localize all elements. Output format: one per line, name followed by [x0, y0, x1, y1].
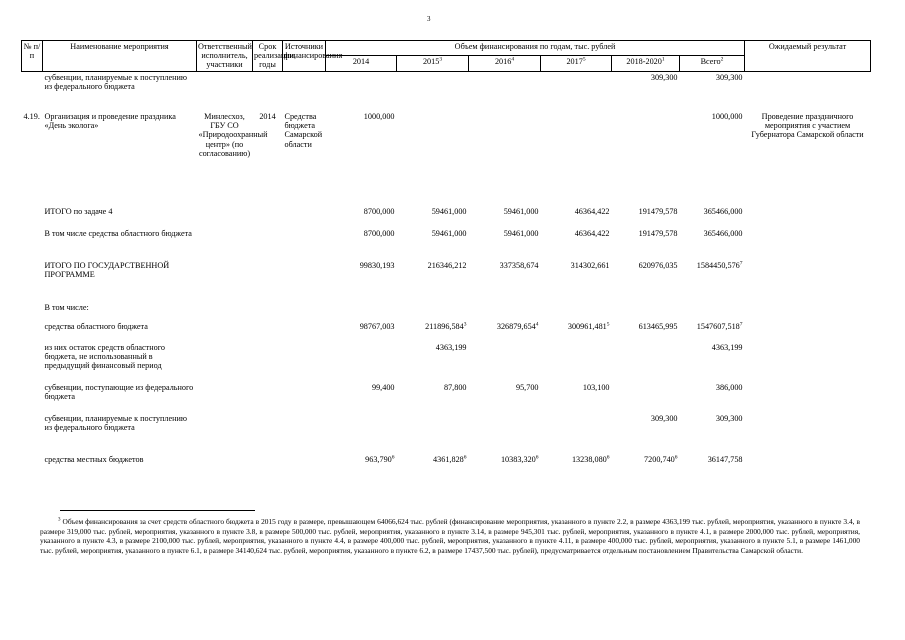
cell-2015: 4363,199 [435, 343, 467, 353]
cell-name: средства местных бюджетов [44, 455, 144, 465]
cell-result [745, 454, 871, 476]
cell-2018-2020 [612, 342, 680, 382]
cell-result [745, 260, 871, 302]
cell-2018-2020 [612, 302, 680, 321]
cell-2018-2020: 7200,740$^6$ [644, 454, 678, 465]
table-row [22, 302, 871, 321]
cell-result [745, 342, 871, 382]
cell-2014 [326, 302, 397, 321]
cell-source [283, 382, 326, 413]
cell-term: 2014 [259, 112, 276, 122]
col-header-total: Всего$^2$ [680, 56, 745, 71]
table-row [22, 260, 871, 302]
cell-source [283, 413, 326, 454]
cell-term [253, 228, 283, 260]
funding-table [21, 40, 871, 476]
cell-2014 [326, 342, 397, 382]
cell-2014: 8700,000 [363, 229, 395, 239]
cell-term [253, 302, 283, 321]
cell-2016: 10383,320$^6$ [500, 454, 539, 465]
cell-executor [197, 342, 253, 382]
cell-2018-2020: 191479,578 [638, 229, 678, 239]
cell-2016: 337358,674 [499, 261, 539, 271]
cell-2016 [469, 342, 541, 382]
cell-result [745, 206, 871, 228]
cell-name: из них остаток средств областного бюджета, не использованный в предыдущий финансовый период [44, 343, 165, 371]
cell-2017 [541, 413, 612, 454]
col-header-2017: 2017$^5$ [541, 56, 612, 71]
table-row [22, 342, 871, 382]
cell-source [283, 228, 326, 260]
cell-2015: 59461,000 [431, 229, 467, 239]
cell-result [745, 321, 871, 342]
table-row [22, 382, 871, 413]
cell-source [283, 260, 326, 302]
col-header-executor: Ответственный исполнитель, участники [198, 42, 252, 70]
cell-name: В том числе: [44, 303, 89, 313]
cell-2016 [469, 111, 541, 206]
cell-2018-2020: 620976,035 [638, 261, 678, 271]
cell-executor [197, 206, 253, 228]
cell-term [253, 382, 283, 413]
cell-source [283, 454, 326, 476]
cell-term [253, 454, 283, 476]
col-header-2016: 2016$^4$ [469, 56, 541, 71]
cell-name: Организация и проведение праздника «День эколога» [44, 112, 176, 131]
cell-2018-2020: 191479,578 [638, 207, 678, 217]
cell-2015 [397, 71, 469, 111]
cell-2017 [541, 71, 612, 111]
cell-2018-2020: 309,300 [650, 72, 678, 82]
cell-no [22, 342, 43, 382]
cell-2018-2020: 613465,995 [638, 322, 678, 332]
cell-no [22, 71, 43, 111]
col-header-2014: 2014 [326, 56, 397, 71]
footnote [40, 517, 860, 556]
cell-2017: 103,100 [582, 383, 610, 393]
cell-2017 [541, 111, 612, 206]
cell-2016: 59461,000 [503, 207, 539, 217]
table-header [22, 41, 871, 72]
cell-2016 [469, 71, 541, 111]
col-header-2015: 2015$^3$ [397, 56, 469, 71]
cell-term [253, 342, 283, 382]
cell-executor [197, 71, 253, 111]
cell-result [745, 382, 871, 413]
cell-no [22, 228, 43, 260]
cell-source [283, 71, 326, 111]
cell-2018-2020 [612, 382, 680, 413]
table-row [22, 111, 871, 206]
cell-no [22, 321, 43, 342]
cell-2015: 4361,828$^6$ [433, 454, 467, 465]
cell-2014: 8700,000 [363, 207, 395, 217]
cell-source [283, 302, 326, 321]
cell-no [22, 382, 43, 413]
cell-total: 365466,000 [703, 229, 743, 239]
cell-2014: 963,790$^6$ [365, 454, 395, 465]
cell-2018-2020 [612, 111, 680, 206]
cell-executor [197, 413, 253, 454]
cell-name: ИТОГО ПО ГОСУДАРСТВЕННОЙ ПРОГРАММЕ [44, 261, 170, 280]
cell-total: 4363,199 [711, 343, 743, 353]
cell-2017: 46364,422 [574, 229, 610, 239]
cell-2018-2020: 309,300 [650, 414, 678, 424]
cell-no [22, 260, 43, 302]
cell-total [680, 302, 745, 321]
cell-2017 [541, 302, 612, 321]
cell-2014: 99,400 [371, 383, 395, 393]
cell-2014 [326, 413, 397, 454]
cell-total: 309,300 [715, 414, 743, 424]
cell-total: 386,000 [715, 383, 743, 393]
footnote-separator [60, 510, 255, 511]
cell-term [253, 321, 283, 342]
cell-2016: 95,700 [515, 383, 539, 393]
cell-executor [197, 302, 253, 321]
cell-total: 365466,000 [703, 207, 743, 217]
col-header-no: № п/п [22, 41, 43, 72]
col-header-funding: Объем финансирования по годам, тыс. рублей [326, 41, 745, 56]
col-header-result: Ожидаемый результат [745, 41, 871, 72]
cell-executor [197, 228, 253, 260]
cell-name: В том числе средства областного бюджета [44, 229, 192, 239]
cell-total: 36147,758 [707, 455, 743, 465]
table-row [22, 321, 871, 342]
cell-2014: 1000,000 [363, 112, 395, 122]
cell-total: 1547607,518$^7$ [696, 321, 743, 332]
cell-no [22, 206, 43, 228]
col-header-2018-2020: 2018-2020$^1$ [612, 56, 680, 71]
col-header-name: Наименование мероприятия [43, 41, 197, 72]
table-row [22, 413, 871, 454]
cell-result: Проведение праздничного мероприятия с участием Губернатора Самарской области [751, 112, 864, 140]
cell-2017 [541, 342, 612, 382]
cell-2014: 98767,003 [359, 322, 395, 332]
cell-name: субвенции, планируемые к поступлению из федерального бюджета [44, 414, 187, 433]
cell-term [253, 260, 283, 302]
cell-source [283, 321, 326, 342]
cell-2014 [326, 71, 397, 111]
cell-name: средства областного бюджета [44, 322, 148, 332]
page-number: 3 [427, 15, 431, 23]
cell-2015: 216346,212 [427, 261, 467, 271]
cell-term [253, 206, 283, 228]
cell-no: 4.19. [23, 112, 40, 122]
cell-2016 [469, 302, 541, 321]
cell-no [22, 454, 43, 476]
footnote-mark: 3 [58, 517, 61, 523]
table-row [22, 71, 871, 111]
cell-name: субвенции, поступающие из федерального бюджета [44, 383, 194, 402]
table-row [22, 206, 871, 228]
cell-2015 [397, 111, 469, 206]
cell-2015: 211896,584$^3$ [425, 321, 467, 332]
cell-source [283, 206, 326, 228]
footnote-text: Объем финансирования за счет средств областного бюджета в 2015 году в размере, превышающем 64066,624 тыс. рублей (финансирование мероприятия, указанного в пункте 2.2, в размере 4363,199 тыс. рублей, мероприятия, указанного в пункте 3.4, в размере 319,000 тыс. рублей, мероприятия, указанного в пункте 3.8, в размере 500,000 тыс. рублей, мероприятия, указанного в пункте 3.14, в размере 945,301 тыс. рублей, мероприятия, указанного в пункте 4.1, в размере 2000,000 тыс. рублей, мероприятия, указанного в пункте 4.3, в размере 2100,000 тыс. рублей, мероприятия, указанного в пункте 4.4, в размере 400,000 тыс. рублей, мероприятия, указанного в пункте 4.11, в размере 400,000 тыс. рублей, мероприятия, указанного в пункте 5.1, в размере 1461,000 тыс. рублей, мероприятия, указанного в пункте 6.1, в размере 34140,624 тыс. рублей, мероприятия, указанного в пункте 6.2, в размере 17437,500 тыс. рублей), предусматривается отдельным постановлением Правительства Самарской области. [40, 517, 860, 555]
cell-name: субвенции, планируемые к поступлению из федерального бюджета [44, 72, 187, 91]
cell-executor [197, 321, 253, 342]
cell-2015: 59461,000 [431, 207, 467, 217]
col-header-term: Срок реализации, годы [254, 42, 297, 70]
cell-no [22, 413, 43, 454]
cell-2015: 87,800 [443, 383, 467, 393]
cell-source [283, 342, 326, 382]
cell-2016 [469, 413, 541, 454]
cell-2015 [397, 302, 469, 321]
cell-result [745, 71, 871, 111]
cell-2017: 13238,080$^6$ [571, 454, 610, 465]
table-row [22, 228, 871, 260]
cell-term [253, 413, 283, 454]
cell-2015 [397, 413, 469, 454]
col-header-source: Источники финансирования [283, 41, 326, 72]
cell-result [745, 302, 871, 321]
cell-no [22, 302, 43, 321]
cell-result [745, 228, 871, 260]
cell-2017: 300961,481$^5$ [567, 321, 610, 332]
cell-executor: Минлесхоз, ГБУ СО «Природоохранный центр» (по согласованию) [198, 112, 268, 158]
cell-2016: 326879,654$^4$ [496, 321, 539, 332]
cell-name: ИТОГО по задаче 4 [44, 207, 113, 217]
cell-result [745, 413, 871, 454]
cell-executor [197, 260, 253, 302]
cell-2014: 99830,193 [359, 261, 395, 271]
cell-total: 1000,000 [711, 112, 743, 122]
cell-2017: 46364,422 [574, 207, 610, 217]
cell-total: 309,300 [715, 72, 743, 82]
cell-term [253, 71, 283, 111]
cell-source: Средства бюджета Самарской области [284, 112, 323, 149]
cell-2017: 314302,661 [570, 261, 610, 271]
cell-executor [197, 382, 253, 413]
table-row [22, 454, 871, 476]
cell-total: 1584450,576$^7$ [696, 260, 743, 271]
cell-2016: 59461,000 [503, 229, 539, 239]
cell-executor [197, 454, 253, 476]
